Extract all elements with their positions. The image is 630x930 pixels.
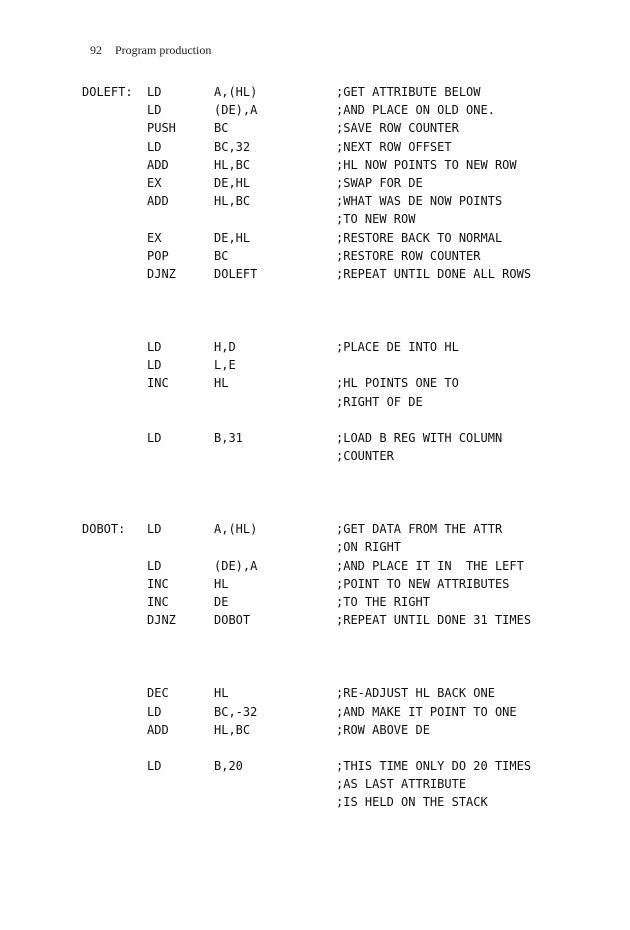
code-line xyxy=(82,520,602,538)
code-opcode: INC xyxy=(147,594,169,609)
line-gap xyxy=(82,411,602,429)
code-line xyxy=(82,557,602,575)
code-line xyxy=(82,575,602,593)
code-operand: BC xyxy=(214,121,229,136)
code-line xyxy=(82,374,602,392)
code-line xyxy=(82,247,602,265)
code-opcode: LD xyxy=(147,139,162,154)
code-opcode: POP xyxy=(147,248,169,263)
code-line xyxy=(82,356,602,374)
code-opcode: EX xyxy=(147,230,162,245)
code-operand: HL,BC xyxy=(214,194,251,209)
code-operand: BC,-32 xyxy=(214,704,258,719)
code-comment: ;SAVE ROW COUNTER xyxy=(336,121,459,136)
code-operand: H,D xyxy=(214,340,236,355)
code-opcode: LD xyxy=(147,358,162,373)
code-operand: HL xyxy=(214,576,229,591)
code-line xyxy=(82,611,602,629)
code-comment: ;AND PLACE ON OLD ONE. xyxy=(336,103,495,118)
code-line xyxy=(82,793,602,811)
code-line xyxy=(82,119,602,137)
code-comment: ;RESTORE ROW COUNTER xyxy=(336,248,481,263)
code-operand: DE xyxy=(214,594,229,609)
code-comment: ;ON RIGHT xyxy=(336,540,402,555)
code-operand: DOBOT xyxy=(214,613,251,628)
code-opcode: DEC xyxy=(147,686,169,701)
code-operand: (DE),A xyxy=(214,103,258,118)
page-header xyxy=(90,43,211,58)
code-comment: ;RIGHT OF DE xyxy=(336,394,423,409)
code-comment: ;HL NOW POINTS TO NEW ROW xyxy=(336,157,517,172)
line-gap xyxy=(82,465,602,520)
code-operand: B,20 xyxy=(214,758,243,773)
code-opcode: INC xyxy=(147,576,169,591)
line-gap xyxy=(82,629,602,684)
code-opcode: LD xyxy=(147,522,162,537)
line-gap xyxy=(82,739,602,757)
code-comment: ;TO THE RIGHT xyxy=(336,594,430,609)
code-line xyxy=(82,447,602,465)
code-comment: ;RESTORE BACK TO NORMAL xyxy=(336,230,503,245)
code-label: DOLEFT: xyxy=(82,85,133,99)
code-opcode: DJNZ xyxy=(147,266,176,281)
code-line xyxy=(82,210,602,228)
code-opcode: LD xyxy=(147,340,162,355)
code-comment: ;RE-ADJUST HL BACK ONE xyxy=(336,686,495,701)
code-opcode: LD xyxy=(147,85,162,99)
code-operand: BC xyxy=(214,248,229,263)
code-comment: ;HL POINTS ONE TO xyxy=(336,376,459,391)
code-operand: (DE),A xyxy=(214,558,258,573)
code-opcode: PUSH xyxy=(147,121,176,136)
code-operand: DE,HL xyxy=(214,230,251,245)
code-comment: ;THIS TIME ONLY DO 20 TIMES xyxy=(336,758,532,773)
code-operand: B,31 xyxy=(214,430,243,445)
code-comment: ;POINT TO NEW ATTRIBUTES xyxy=(336,576,510,591)
code-line xyxy=(82,174,602,192)
code-opcode: LD xyxy=(147,558,162,573)
code-operand: A,(HL) xyxy=(214,85,258,99)
code-comment: ;PLACE DE INTO HL xyxy=(336,340,459,355)
code-opcode: DJNZ xyxy=(147,613,176,628)
code-line xyxy=(82,138,602,156)
code-operand: HL xyxy=(214,376,229,391)
code-line xyxy=(82,101,602,119)
code-opcode: LD xyxy=(147,430,162,445)
code-label: DOBOT: xyxy=(82,522,126,537)
code-comment: ;ROW ABOVE DE xyxy=(336,722,430,737)
page-number: 92 xyxy=(90,43,102,57)
code-line xyxy=(82,156,602,174)
code-comment: ;LOAD B REG WITH COLUMN xyxy=(336,430,503,445)
running-title: Program production xyxy=(115,43,212,57)
code-operand: HL,BC xyxy=(214,722,251,737)
code-comment: ;TO NEW ROW xyxy=(336,212,416,227)
code-line xyxy=(82,265,602,283)
code-line xyxy=(82,338,602,356)
code-comment: ;REPEAT UNTIL DONE ALL ROWS xyxy=(336,266,532,281)
code-opcode: LD xyxy=(147,758,162,773)
code-comment: ;AND MAKE IT POINT TO ONE xyxy=(336,704,517,719)
code-comment: ;NEXT ROW OFFSET xyxy=(336,139,452,154)
code-line xyxy=(82,229,602,247)
code-operand: BC,32 xyxy=(214,139,251,154)
code-comment: ;GET DATA FROM THE ATTR xyxy=(336,522,503,537)
code-opcode: ADD xyxy=(147,157,169,172)
code-comment: ;GET ATTRIBUTE BELOW xyxy=(336,85,481,99)
code-operand: A,(HL) xyxy=(214,522,258,537)
code-line xyxy=(82,83,602,101)
code-line xyxy=(82,593,602,611)
code-operand: DOLEFT xyxy=(214,266,258,281)
code-operand: L,E xyxy=(214,358,236,373)
code-comment: ;COUNTER xyxy=(336,449,394,463)
code-opcode: EX xyxy=(147,175,162,190)
code-line xyxy=(82,192,602,210)
code-comment: ;IS HELD ON THE STACK xyxy=(336,795,488,810)
code-opcode: ADD xyxy=(147,722,169,737)
code-line xyxy=(82,393,602,411)
code-line xyxy=(82,538,602,556)
code-operand: HL xyxy=(214,686,229,701)
line-gap xyxy=(82,283,602,338)
code-opcode: LD xyxy=(147,103,162,118)
code-line xyxy=(82,757,602,775)
code-line xyxy=(82,721,602,739)
code-opcode: INC xyxy=(147,376,169,391)
code-comment: ;REPEAT UNTIL DONE 31 TIMES xyxy=(336,613,532,628)
assembly-listing xyxy=(82,83,602,811)
code-comment: ;AS LAST ATTRIBUTE xyxy=(336,777,467,792)
code-line xyxy=(82,775,602,793)
code-opcode: LD xyxy=(147,704,162,719)
code-opcode: ADD xyxy=(147,194,169,209)
code-line xyxy=(82,429,602,447)
code-line xyxy=(82,703,602,721)
code-comment: ;SWAP FOR DE xyxy=(336,175,423,190)
code-operand: HL,BC xyxy=(214,157,251,172)
code-operand: DE,HL xyxy=(214,175,251,190)
code-comment: ;WHAT WAS DE NOW POINTS xyxy=(336,194,503,209)
code-comment: ;AND PLACE IT IN THE LEFT xyxy=(336,558,524,573)
code-line xyxy=(82,684,602,702)
